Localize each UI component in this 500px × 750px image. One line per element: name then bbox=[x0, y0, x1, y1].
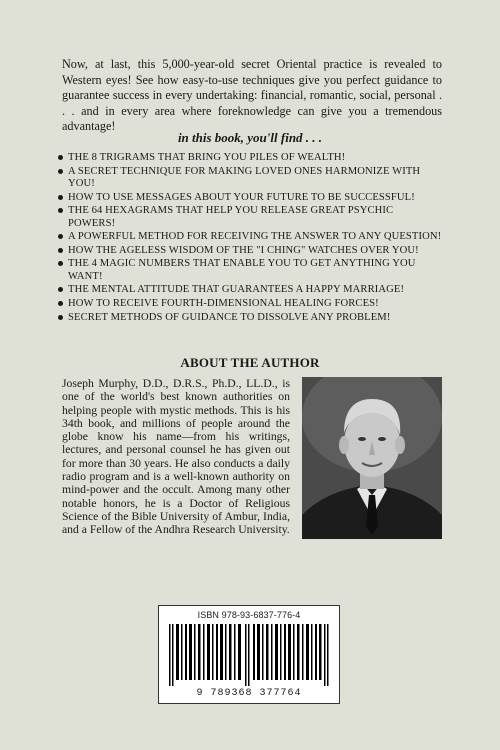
bullet-item: THE 64 HEXAGRAMS THAT HELP YOU RELEASE GREAT PSYCHIC POWERS! bbox=[58, 205, 442, 230]
author-portrait-icon bbox=[302, 377, 442, 539]
bullet-item: THE 8 TRIGRAMS THAT BRING YOU PILES OF WEALTH! bbox=[58, 152, 442, 164]
bullet-item: A POWERFUL METHOD FOR RECEIVING THE ANSWER TO ANY QUESTION! bbox=[58, 231, 442, 243]
bullet-item: THE MENTAL ATTITUDE THAT GUARANTEES A HAPPY MARRIAGE! bbox=[58, 284, 442, 296]
bullet-item: HOW THE AGELESS WISDOM OF THE "I CHING" WATCHES OVER YOU! bbox=[58, 245, 442, 257]
isbn-label: ISBN 978-93-6837-776-4 bbox=[197, 610, 301, 620]
barcode-icon bbox=[167, 624, 331, 686]
intro-paragraph: Now, at last, this 5,000-year-old secret Oriental practice is revealed to Western eyes! See how easy-to-use techniques give you perfect guidance to guarantee success in every undertaking: financial, romantic, social, personal . . . and in every area where foreknowledge can give you a tremendous advantage! bbox=[62, 57, 442, 134]
section-subheading: in this book, you'll find . . . bbox=[177, 130, 323, 145]
author-bio: Joseph Murphy, D.D., D.R.S., Ph.D., LL.D., is one of the world's best known authorities on helping people with mystic methods. This is his 34th book, and millions of people around the globe know his name—from his writings, lectures, and personal counsel he has given out for more than 30 years. He also conducts a daily radio program and is a well-known authority on mind-power and the occult. Among many other notable honors, he is a Doctor of Religious Science of the Bible University of Ambur, India, and a Fellow of the Andhra Research University. bbox=[62, 377, 290, 537]
barcode-block bbox=[158, 605, 340, 704]
bullet-item: THE 4 MAGIC NUMBERS THAT ENABLE YOU TO GET ANYTHING YOU WANT! bbox=[58, 258, 442, 283]
about-author-heading: ABOUT THE AUTHOR bbox=[180, 355, 320, 370]
author-photo bbox=[302, 377, 442, 539]
barcode-digits: 9 789368 377764 bbox=[196, 688, 302, 699]
bullet-item: SECRET METHODS OF GUIDANCE TO DISSOLVE ANY PROBLEM! bbox=[58, 312, 442, 324]
bullet-item: HOW TO RECEIVE FOURTH-DIMENSIONAL HEALING FORCES! bbox=[58, 298, 442, 310]
bullet-item: HOW TO USE MESSAGES ABOUT YOUR FUTURE TO BE SUCCESSFUL! bbox=[58, 192, 442, 204]
feature-bullet-list bbox=[58, 152, 442, 325]
bullet-item: A SECRET TECHNIQUE FOR MAKING LOVED ONES HARMONIZE WITH YOU! bbox=[58, 166, 442, 191]
